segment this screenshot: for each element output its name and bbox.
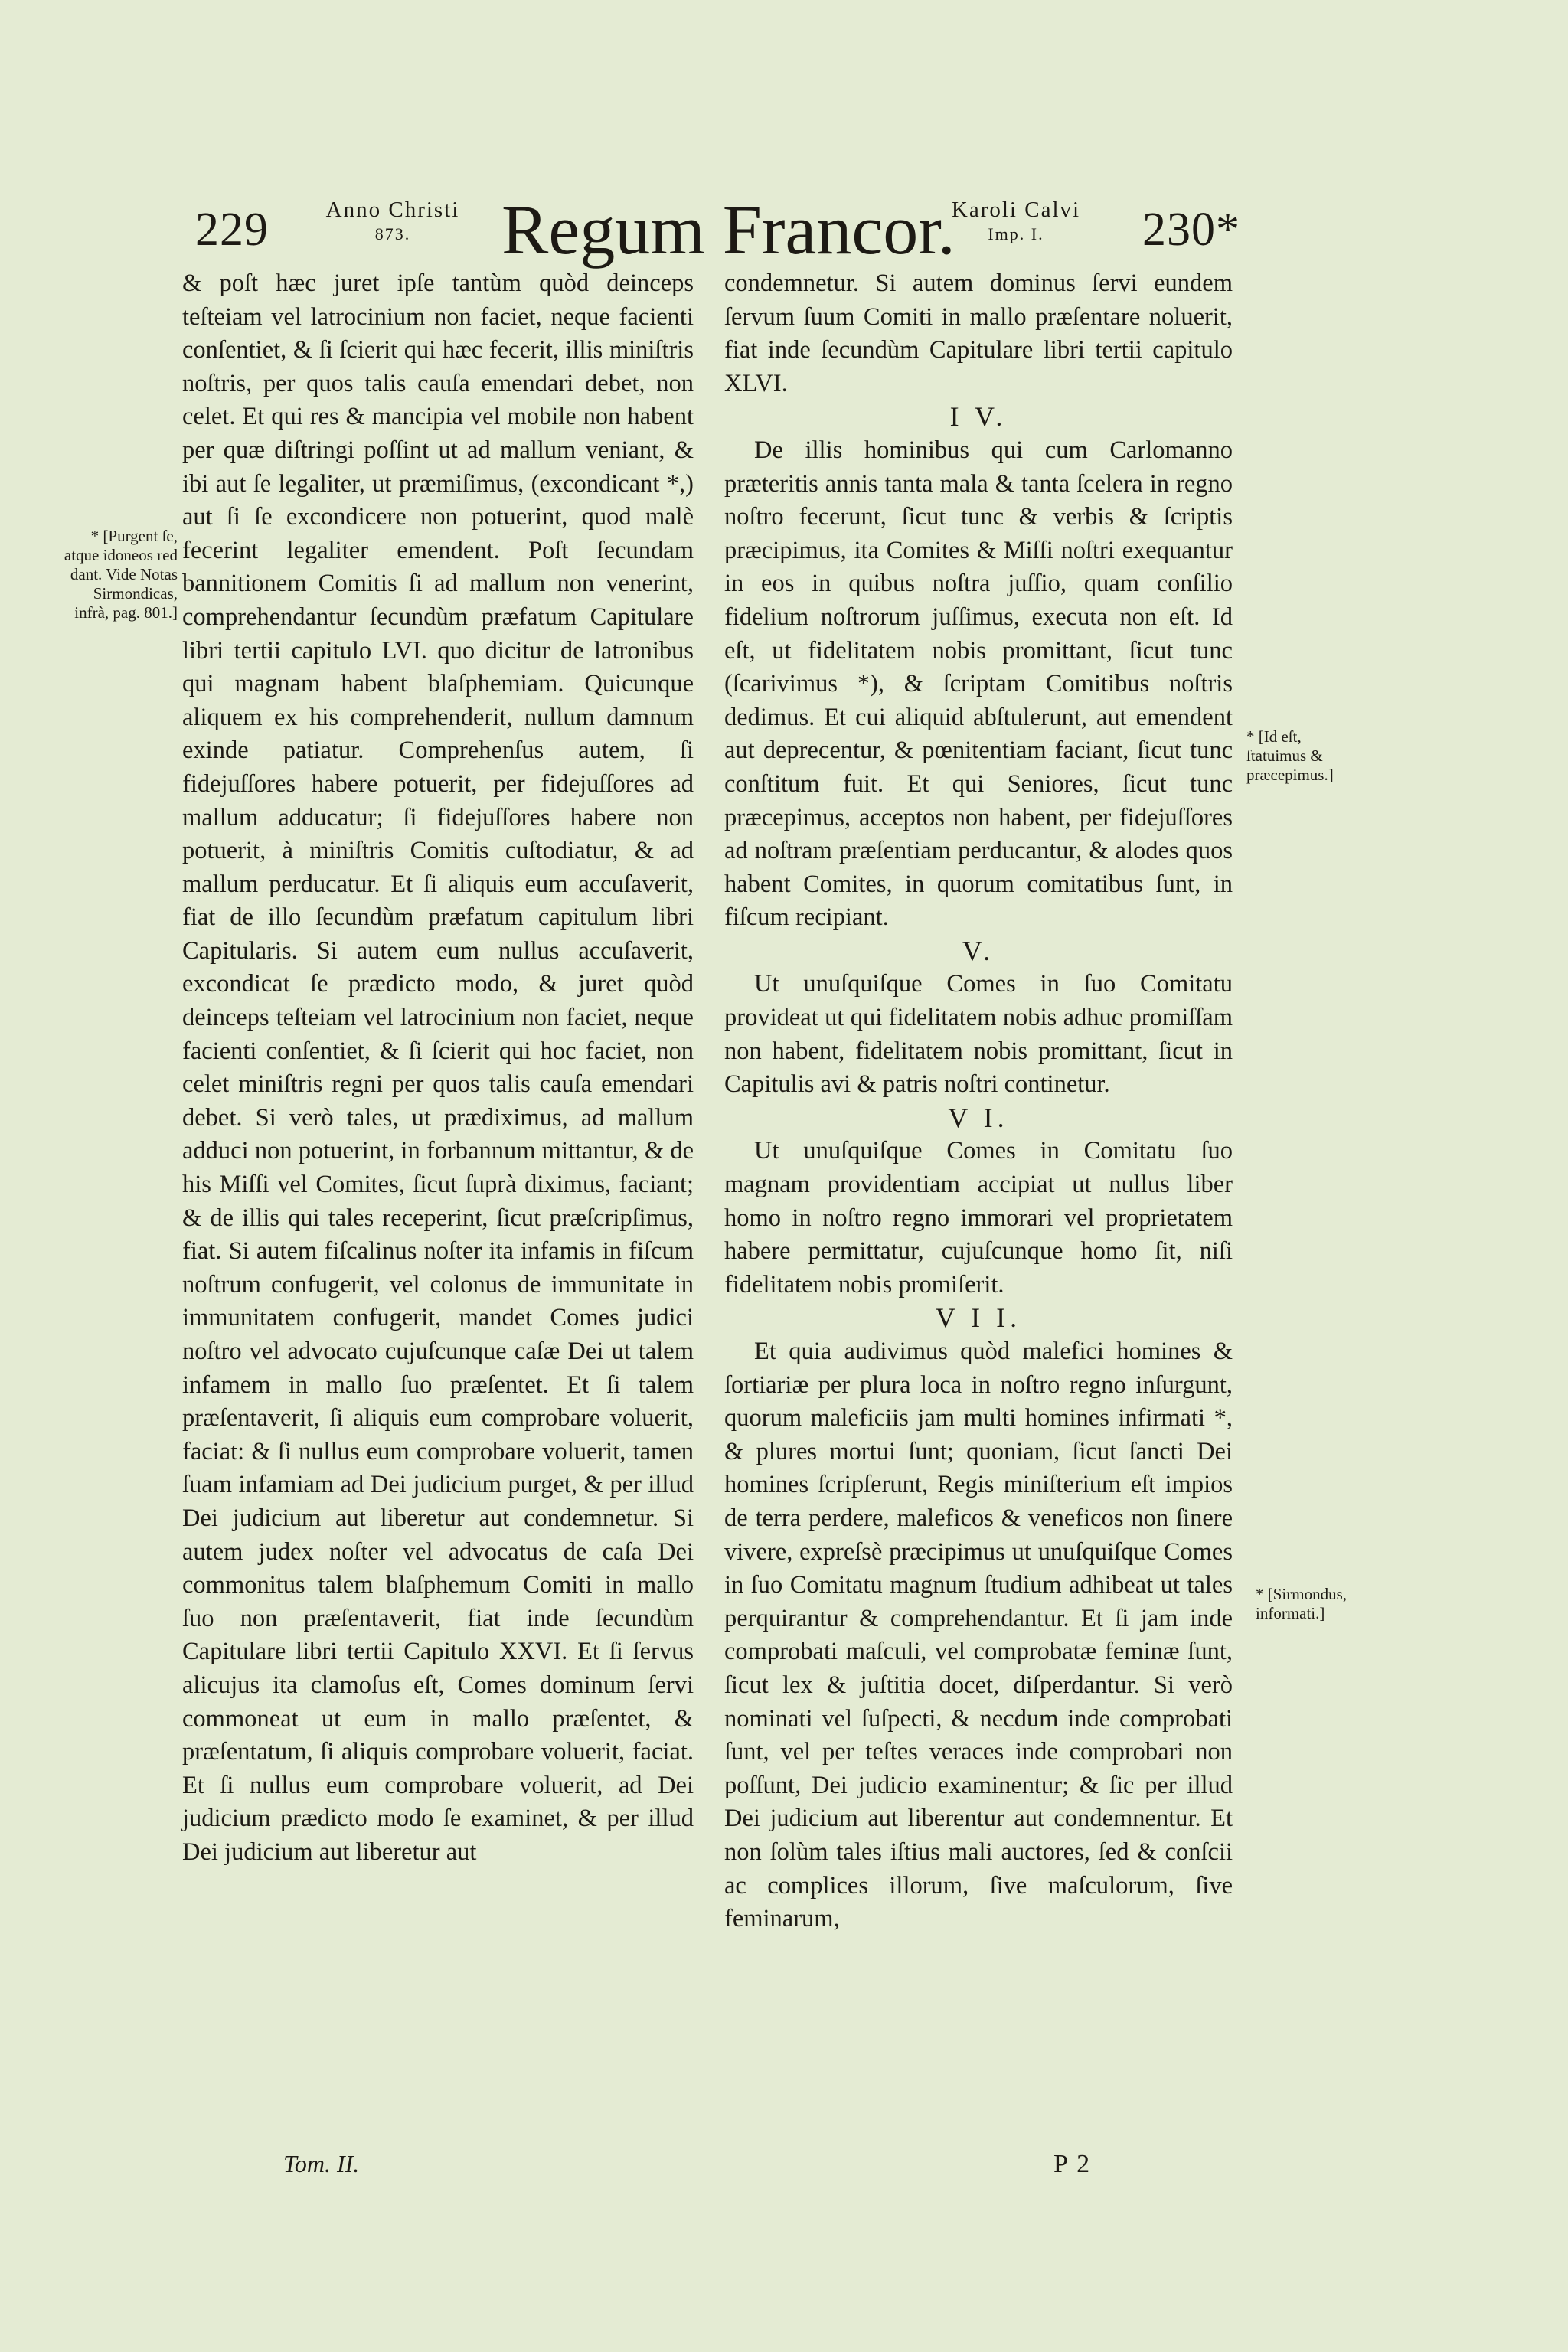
section-text-vii: Et quia audivimus quòd malefici homines & ſortiariæ per plura loca in noſtro regno inſurgunt, quorum maleficiis jam multi homines infirmati *, & plures mortui ſunt; quoniam, ſicut ſancti Dei homines ſcripſerunt, Regis miniſterium eſt impios de terra perdere, maleficos & veneficos non ſinere vivere, expreſsè præcipimus ut unuſquiſque Comes in ſuo Comitatu magnum ſtudium adhibeat ut tales perquirantur & comprehendantur. Et ſi jam inde comprobati maſculi, vel comprobatæ feminæ ſunt, ſicut lex & juſtitia docet, diſperdantur. Si verò nominati vel ſuſpecti, & necdum inde comprobati ſunt, vel per teſtes veraces inde comprobari non poſſunt, Dei judicio examinentur; & ſic per illud Dei judicium aut liberentur aut condemnentur. Et non ſolùm tales iſtius mali auctores, ſed & conſcii ac complices illorum, ſive maſculorum, ſive feminarum,: [724, 1338, 1233, 1933]
year-annotation: [320, 198, 466, 246]
volume-signature: Tom. II.: [283, 2150, 360, 2177]
reign-annotation-value: Imp. I.: [988, 224, 1044, 243]
margin-note-left: * [Purgent ſe, atque idoneos red dant. Vide Notas Sirmondicas, infrà, pag. 801.]: [64, 527, 178, 622]
gathering-signature: P 2: [1054, 2150, 1092, 2178]
left-column-text: & poſt hæc juret ipſe tantùm quòd deinceps teſteiam vel latrocinium non faciet, neque facienti conſentiet, & ſi ſcierit qui hæc fecerit, illis miniſtris noſtris, per quos talis cauſa emendari debet, non celet. Et qui res & mancipia vel mobile non habent per quæ diſtringi poſſint ut ad mallum veniant, & ibi aut ſe legaliter, ut præmiſimus, (excondicant *,) aut ſi ſe excondicere non potuerint, quod malè fecerint legaliter emendent. Poſt ſecundam bannitionem Comitis ſi ad mallum non venerint, comprehendantur ſecundùm præfatum Capitulare libri tertii capitulo LVI. quo dicitur de latronibus qui magnam habent blaſphemiam. Quicunque aliquem ex his comprehenderit, nullum damnum exinde patiatur. Comprehenſus autem, ſi fidejuſſores habere potuerit, per fidejuſſores ad mallum adducatur; ſi fidejuſſores habere non potuerit, à miniſtris Comitis cuſtodiatur, & ad mallum perducatur. Et ſi aliquis eum accuſaverit, fiat de illo ſecundùm præfatum capitulum libri Capitularis. Si autem eum nullus accuſaverit, excondicat ſe prædicto modo, & juret quòd deinceps teſteiam vel latrocinium non faciet, neque facienti conſentiet, & ſi ſcierit qui hoc faciet, non celet miniſtris regni per quos talis cauſa emendari debet. Si verò tales, ut prædiximus, ad mallum adduci non potuerint, in forbannum mittantur, & de his Miſſi vel Comites, ſicut ſuprà diximus, faciant; & de illis qui tales receperint, ſicut præſcripſimus, fiat. Si autem fiſcalinus noſter ita infamis in fiſcum noſtrum confugerit, vel colonus de immunitate in immunitatem confugerit, mandet Comes judici noſtro vel advocato cujuſcunque caſæ Dei ut talem infamem in mallo ſuo præſentet. Et ſi talem præſentaverit, ſi aliquis eum comprobare voluerit, faciat: & ſi nullus eum comprobare voluerit, tamen ſuam infamiam ad Dei judicium purget, & per illud Dei judicium aut liberetur aut condemnetur. Si autem judex noſter vel advocatus de caſa Dei commonitus talem blaſphemum Comiti in mallo ſuo non præſentaverit, fiat inde ſecundùm Capitulare libri tertii Capitulo XXVI. Et ſi ſervus alicujus ita clamoſus eſt, Comes dominum ſervi commoneat ut eum in mallo præſentet, & præſentatum, ſi aliquis comprobare voluerit, faciat. Et ſi nullus eum comprobare voluerit, ad Dei judicium prædicto modo ſe examinet, & per illud Dei judicium aut liberetur aut: [182, 270, 694, 1866]
section-heading-v: V.: [962, 935, 995, 966]
year-annotation-label: Anno Christi: [325, 198, 460, 222]
page-header: [0, 191, 1568, 272]
left-column: [182, 267, 694, 1870]
section-text-v: Ut unuſquiſque Comes in ſuo Comitatu provideat ut qui fidelitatem nobis adhuc promiſſam non habent, fidelitatem nobis promittant, ſicut in Capitulis avi & patris noſtri continetur.: [724, 970, 1233, 1099]
page-number-left: 229: [195, 204, 269, 256]
section-text-iv: De illis hominibus qui cum Carlomanno prætеritis annis tanta mala & tanta ſcelera in regno noſtro fecerunt, ſicut tunc & verbis & ſcriptis præcipimus, ita Comites & Miſſi noſtri exequantur in eos in quibus noſtra juſſio, quam conſilio fidelium noſtrorum juſſimus, executa non eſt. Id eſt, ut fidelitatem nobis promittant, ſicut tunc (ſcarivimus *), & ſcriptam Comitibus noſtris dedimus. Et cui aliquid abſtulerunt, aut emendent aut deprecentur, & pœnitentiam faciant, ſicut tunc conſtitum fuit. Et qui Seniores, ſicut tunc præcepimus, acceptos non habent, per fidejuſſores ad noſtram præſentiam perducantur, & alodes quos habent Comites, in quorum comitatibus ſunt, in fiſcum recipiant.: [724, 436, 1233, 932]
margin-note-right-1: * [Id eſt, ſtatuimus & præcepimus.]: [1246, 727, 1334, 784]
page-number-right: 230*: [1142, 204, 1240, 256]
section-heading-vii: V I I.: [935, 1302, 1022, 1334]
section-heading-vi: V I.: [948, 1102, 1009, 1133]
running-title: Regum Francor.: [501, 191, 956, 269]
year-annotation-value: 873.: [374, 224, 411, 243]
right-column-opening: condemnetur. Si autem dominus ſervi eundem ſervum ſuum Comiti in mallo præſentare noluerit, fiat inde ſecundùm Capitulare libri tertii capitulo XLVI.: [724, 270, 1233, 397]
margin-note-right-2: * [Sirmondus, informati.]: [1256, 1585, 1348, 1622]
reign-annotation: [943, 198, 1089, 246]
section-heading-iv: I V.: [949, 401, 1008, 433]
reign-annotation-label: Karoli Calvi: [951, 198, 1081, 222]
section-text-vi: Ut unuſquiſque Comes in Comitatu ſuo magnam providentiam accipiat ut nullus liber homo in noſtro regno immorari vel proprietatem habere permittatur, cujuſcunque homo ſit, niſi fidelitatem nobis promiſerit.: [724, 1137, 1233, 1298]
right-column: [724, 267, 1233, 1936]
